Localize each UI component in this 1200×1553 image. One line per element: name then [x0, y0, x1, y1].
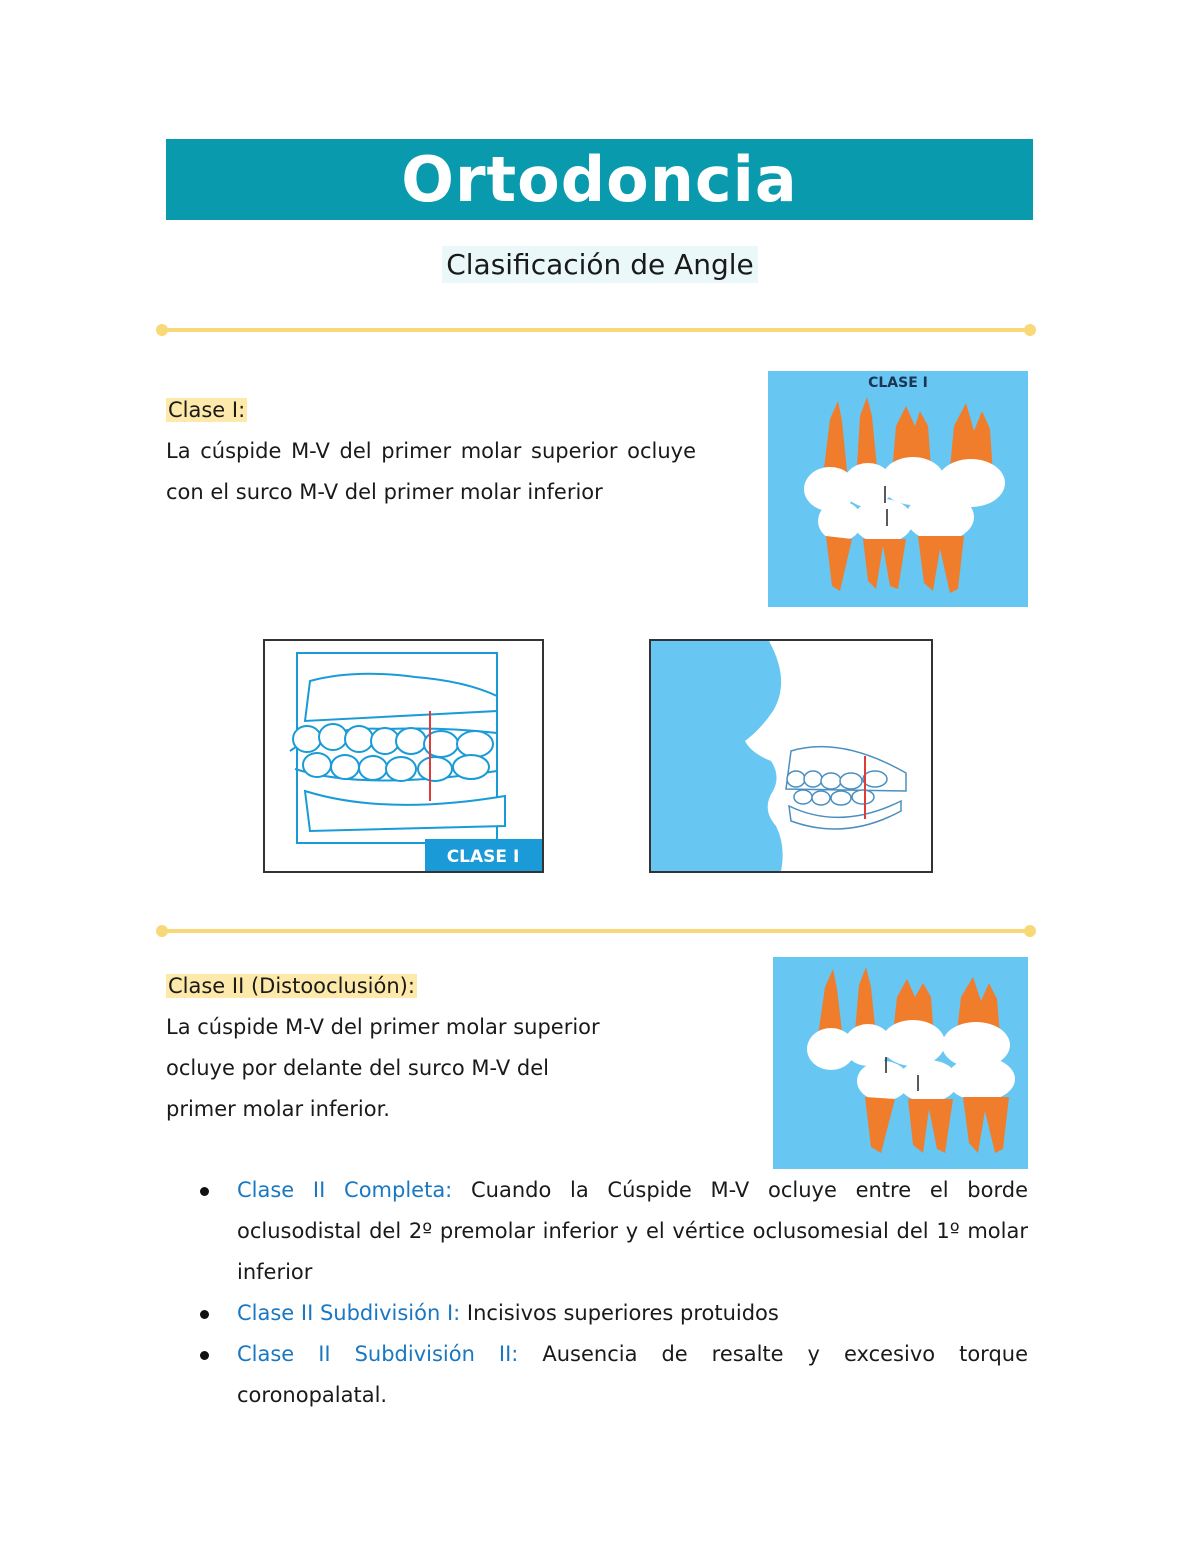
page-title: Ortodoncia	[401, 143, 798, 216]
clase1-section	[166, 390, 696, 513]
section-divider-2	[156, 925, 1036, 937]
clase2-bullet-list	[200, 1170, 1028, 1416]
clase1-model-label: CLASE I	[446, 847, 520, 867]
subtitle-row	[0, 248, 1200, 281]
list-item	[200, 1293, 1028, 1334]
clase2-section	[166, 966, 726, 1130]
clase1-heading: Clase I:	[168, 398, 246, 422]
bullet-term: Clase II Subdivisión I:	[237, 1301, 461, 1325]
clase2-heading: Clase II (Distooclusión):	[168, 974, 415, 998]
bullet-text: Ausencia de resalte y excesivo torque coronopalatal.	[237, 1342, 1028, 1407]
list-item	[200, 1334, 1028, 1416]
clase1-teeth-image	[768, 371, 1028, 607]
bullet-text: Cuando la Cúspide M-V ocluye entre el borde oclusodistal del 2º premolar inferior y el vértice oclusomesial del 1º molar inferior	[237, 1178, 1028, 1284]
clase1-model-image	[263, 639, 544, 873]
clase2-line-1: La cúspide M-V del primer molar superior	[166, 1015, 600, 1039]
bullet-text: Incisivos superiores protuidos	[460, 1301, 779, 1325]
bullet-term: Clase II Completa:	[237, 1178, 453, 1202]
clase1-image-label: CLASE I	[868, 375, 928, 391]
clase2-line-3: primer molar inferior.	[166, 1097, 390, 1121]
clase2-line-2: ocluye por delante del surco M-V del	[166, 1056, 549, 1080]
clase1-profile-image	[649, 639, 933, 873]
bullet-term: Clase II Subdivisión II:	[237, 1342, 519, 1366]
clase1-description: La cúspide M-V del primer molar superior ocluye con el surco M-V del primer molar inferior	[166, 439, 696, 504]
page-subtitle: Clasificación de Angle	[442, 246, 758, 283]
clase2-teeth-image	[773, 957, 1028, 1169]
list-item	[200, 1170, 1028, 1293]
section-divider	[156, 324, 1036, 336]
title-banner	[166, 139, 1033, 220]
